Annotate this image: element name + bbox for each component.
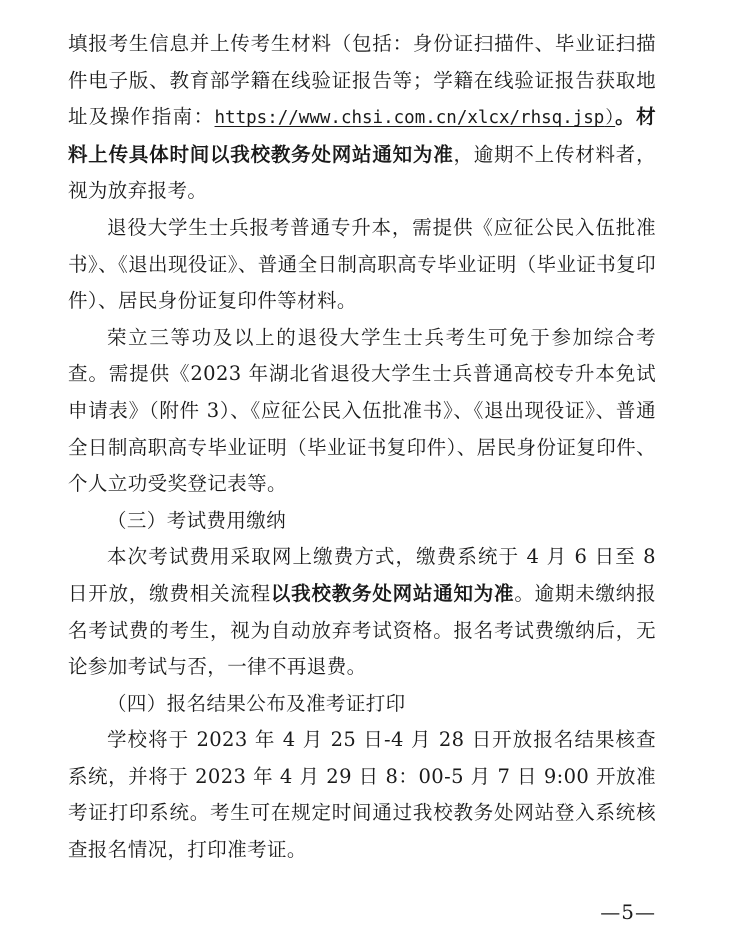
paragraph-veteran-materials: 退役大学生士兵报考普通专升本，需提供《应征公民入伍批准书》、《退出现役证》、普通全日制高职高专毕业证明（毕业证书复印件）、居民身份证复印件等材料。: [68, 215, 656, 313]
section-heading-exam-fee: （三）考试费用缴纳: [107, 508, 287, 532]
page-number: —5—: [600, 900, 656, 924]
bold-notice: 以我校教务处网站通知为准: [270, 581, 515, 605]
section-heading-results-admission: （四）报名结果公布及准考证打印: [107, 691, 406, 715]
document-body: [68, 26, 656, 869]
paragraph-text: 填报考生信息并上传考生材料（包括：身份证扫描件、毕业证扫描件电子版、教育部学籍在线验证报告等；学籍在线验证报告获取地址及操作指南：: [68, 32, 656, 129]
paragraph-merit-exemption: 荣立三等功及以上的退役大学生士兵考生可免于参加综合考查。需提供《2023 年湖北省退役大学生士兵普通高校专升本免试申请表》（附件 3）、《应征公民入伍批准书》、《退出现役证》、普通全日制高职高专毕业证明（毕业证书复印件）、居民身份证复印件、个人立功受奖登记表等。: [68, 325, 656, 496]
closing-paren: ）: [604, 108, 616, 129]
chsi-guide-link[interactable]: https://www.chsi.com.cn/xlcx/rhsq.jsp: [214, 108, 605, 129]
paragraph-exam-fee: [68, 539, 656, 685]
paragraph-text: ，逾期不上传材料者，视为放弃报考。: [68, 142, 656, 203]
paragraph-results-admission: 学校将于 2023 年 4 月 25 日-4 月 28 日开放报名结果核查系统，并将于 2023 年 4 月 29 日 8：00-5 月 7 日 9:00 开放准考证打印系统。考生可在规定时间通过我校教务处网站登入系统核查报名情况，打印准考证。: [68, 728, 656, 862]
bold-notice: 。材料上传具体时间以我校教务处网站通知为准: [68, 105, 656, 166]
paragraph-text: 本次考试费用采取网上缴费方式，缴费系统于 4 月 6 日至 8 日开放，缴费相关流程: [68, 545, 656, 605]
paragraph-text: 。逾期未缴纳报名考试费的考生，视为自动放弃考试资格。报名考试费缴纳后，无论参加考试与否，一律不再退费。: [68, 581, 656, 679]
paragraph-materials-upload: [68, 26, 656, 210]
